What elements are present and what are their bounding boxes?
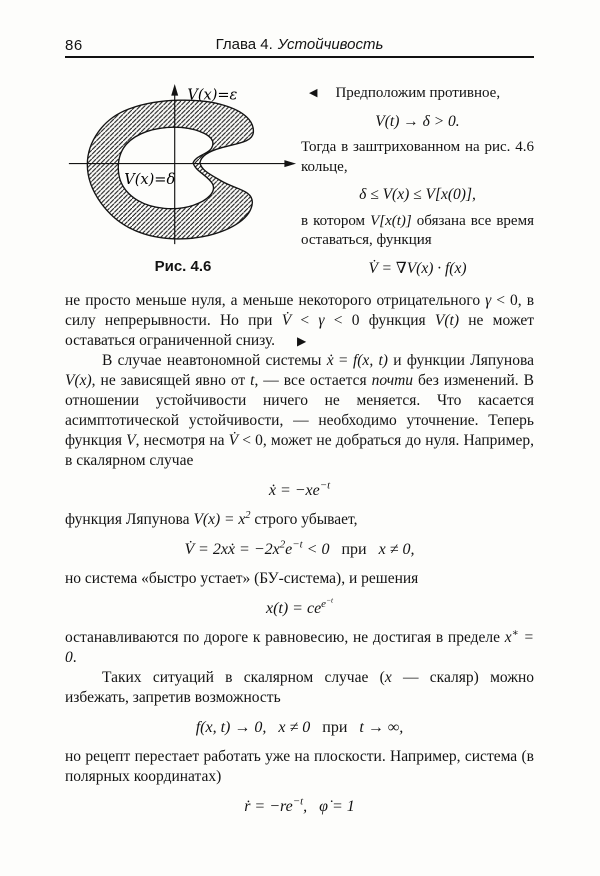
proof-stay-text: в котором V[x(t)] обязана все время оставаться, функция xyxy=(301,212,534,248)
equation-solution: $x(t) = ce^{e^{-t}}$ xyxy=(265,595,334,617)
equation-ring-bounds: δ ≤ V(x) ≤ V[x(0)], xyxy=(359,186,476,203)
running-head xyxy=(65,36,534,53)
level-sets-diagram xyxy=(65,83,298,250)
proof-ring-text: Тогда в заштрихованном на рис. 4.6 кольце, xyxy=(301,139,534,175)
proof-tail-paragraph xyxy=(65,291,534,351)
paragraph-avoid: Таких ситуаций в скалярном случае (x — скаляр) можно избежать, запретив возможность xyxy=(65,669,534,706)
outer-level-label: V(x)=ε xyxy=(187,86,238,104)
equation-v-limit: V(t) → δ > 0. xyxy=(375,112,460,130)
paragraph-nonautonomous: В случае неавтономной системы ẋ = f(x, t) и функции Ляпунова V(x), не зависящей явно от t, — все остается почти без изменений. В отношении устойчивости ничего не меняется. Что касается асимптотической устойчивости, — необходимо уточнение. Теперь функция V, несмотря на V̇ < 0, может не добраться до нуля. Например, в скалярном случае xyxy=(65,352,534,469)
equation-forbid-condition: f(x, t) → 0, x ≠ 0 при t → ∞, xyxy=(195,719,404,736)
chapter-title: Устойчивость xyxy=(277,36,384,53)
equation-vdot-gradient: V̇ = ∇V(x) · f(x) xyxy=(368,259,467,277)
paragraph-lyapunov-function: функция Ляпунова $V(x) = x^2$ строго убывает, xyxy=(65,509,358,528)
header-rule xyxy=(65,56,534,58)
chapter-label: Глава 4. xyxy=(215,36,273,53)
body-text xyxy=(65,291,534,817)
proof-opening-line xyxy=(301,83,534,104)
equation-vdot-decay: V̇ = 2xẋ = $-2x^2e^{-t} < 0$ при x ≠ 0, xyxy=(184,538,415,558)
inner-level-label: V(x)=δ xyxy=(124,170,176,188)
proof-end-marker: ▶ xyxy=(297,334,307,348)
proof-start-marker: ◀ xyxy=(309,86,318,99)
page-number: 86 xyxy=(65,37,83,54)
figure-4-6 xyxy=(65,83,301,285)
y-axis-arrowhead xyxy=(171,84,178,96)
x-axis-arrowhead xyxy=(284,160,296,167)
equation-polar-system: ṙ = $-re^{-t}$, φ̇ = 1 xyxy=(244,795,355,815)
figure-and-proof-row xyxy=(65,83,534,285)
proof-assume-text: Предположим противное, xyxy=(335,85,501,101)
paragraph-tired-system: но система «быстро устает» (БУ-система), и решения xyxy=(65,570,419,587)
equation-scalar-system: ẋ = $-xe^{-t}$ xyxy=(268,479,331,499)
paragraph-stop-short: останавливаются по дороге к равновесию, не достигая в пределе x∗ = 0. xyxy=(65,627,534,666)
hatched-annulus-region xyxy=(87,100,253,239)
paragraph-recipe-fails: но рецепт перестает работать уже на плоскости. Например, система (в полярных координатах) xyxy=(65,748,534,785)
figure-caption: Рис. 4.6 xyxy=(154,258,212,275)
page-header xyxy=(65,36,534,56)
proof-tail-text: не просто меньше нуля, а меньше некоторого отрицательного γ < 0, в силу непрерывности. Но при V̇ < γ < 0 функция V(t) не может оставаться ограниченной снизу. xyxy=(65,292,535,349)
proof-column xyxy=(301,83,534,285)
